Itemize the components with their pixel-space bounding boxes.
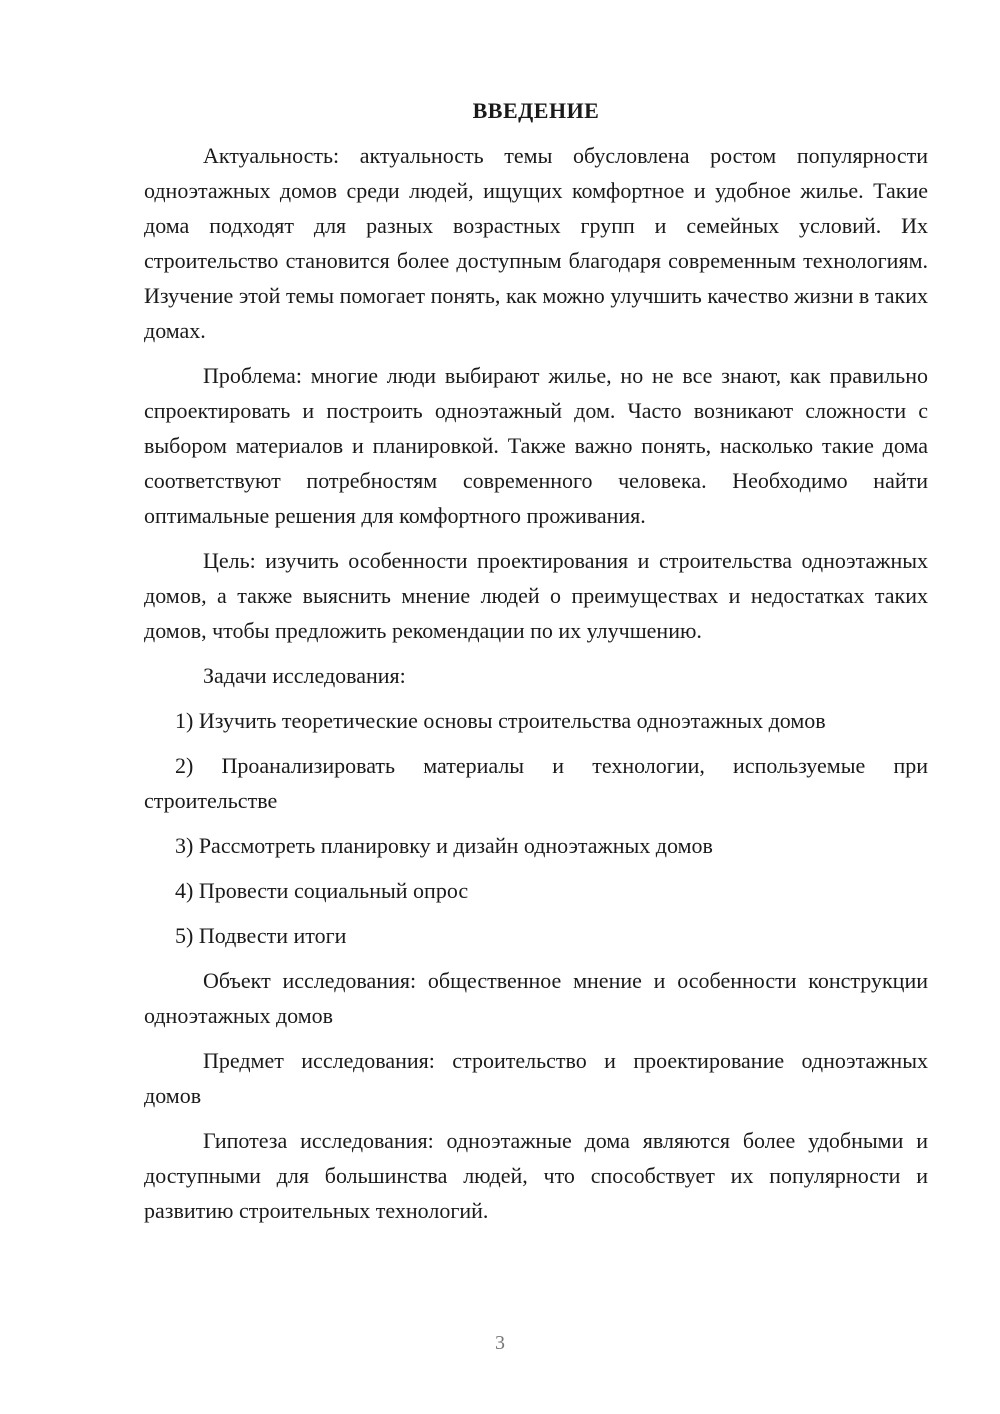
relevance-paragraph: Актуальность: актуальность темы обусловлена ростом популярности одноэтажных домов среди людей, ищущих комфортное и удобное жилье. Такие дома подходят для разных возрастных групп и семейных условий. Их строительство становится более доступным благодаря современным технологиям. Изучение этой темы помогает понять, как можно улучшить качество жизни в таких домах. <box>144 143 928 343</box>
hypothesis-paragraph: Гипотеза исследования: одноэтажные дома являются более удобными и доступными для большинства людей, что способствует их популярности и развитию строительных технологий. <box>144 1128 928 1223</box>
page-title: ВВЕДЕНИЕ <box>472 98 600 123</box>
page-number: 3 <box>495 1332 505 1354</box>
task-item: 1) Изучить теоретические основы строительства одноэтажных домов <box>175 708 826 733</box>
task-item: 5) Подвести итоги <box>175 923 347 948</box>
task-item: 4) Провести социальный опрос <box>175 878 469 903</box>
goal-paragraph: Цель: изучить особенности проектирования и строительства одноэтажных домов, а также выяснить мнение людей о преимуществах и недостатках таких домов, чтобы предложить рекомендации по их улучшению. <box>144 548 928 643</box>
document-body <box>144 96 928 1238</box>
task-item: 3) Рассмотреть планировку и дизайн одноэтажных домов <box>175 833 713 858</box>
tasks-heading: Задачи исследования: <box>203 663 406 688</box>
task-item: 2) Проанализировать материалы и технологии, используемые при строительстве <box>144 753 928 813</box>
problem-paragraph: Проблема: многие люди выбирают жилье, но не все знают, как правильно спроектировать и построить одноэтажный дом. Часто возникают сложности с выбором материалов и планировкой. Также важно понять, насколько такие дома соответствуют потребностям современного человека. Необходимо найти оптимальные решения для комфортного проживания. <box>144 363 928 528</box>
object-paragraph: Объект исследования: общественное мнение и особенности конструкции одноэтажных домов <box>144 968 928 1028</box>
subject-paragraph: Предмет исследования: строительство и проектирование одноэтажных домов <box>144 1048 928 1108</box>
